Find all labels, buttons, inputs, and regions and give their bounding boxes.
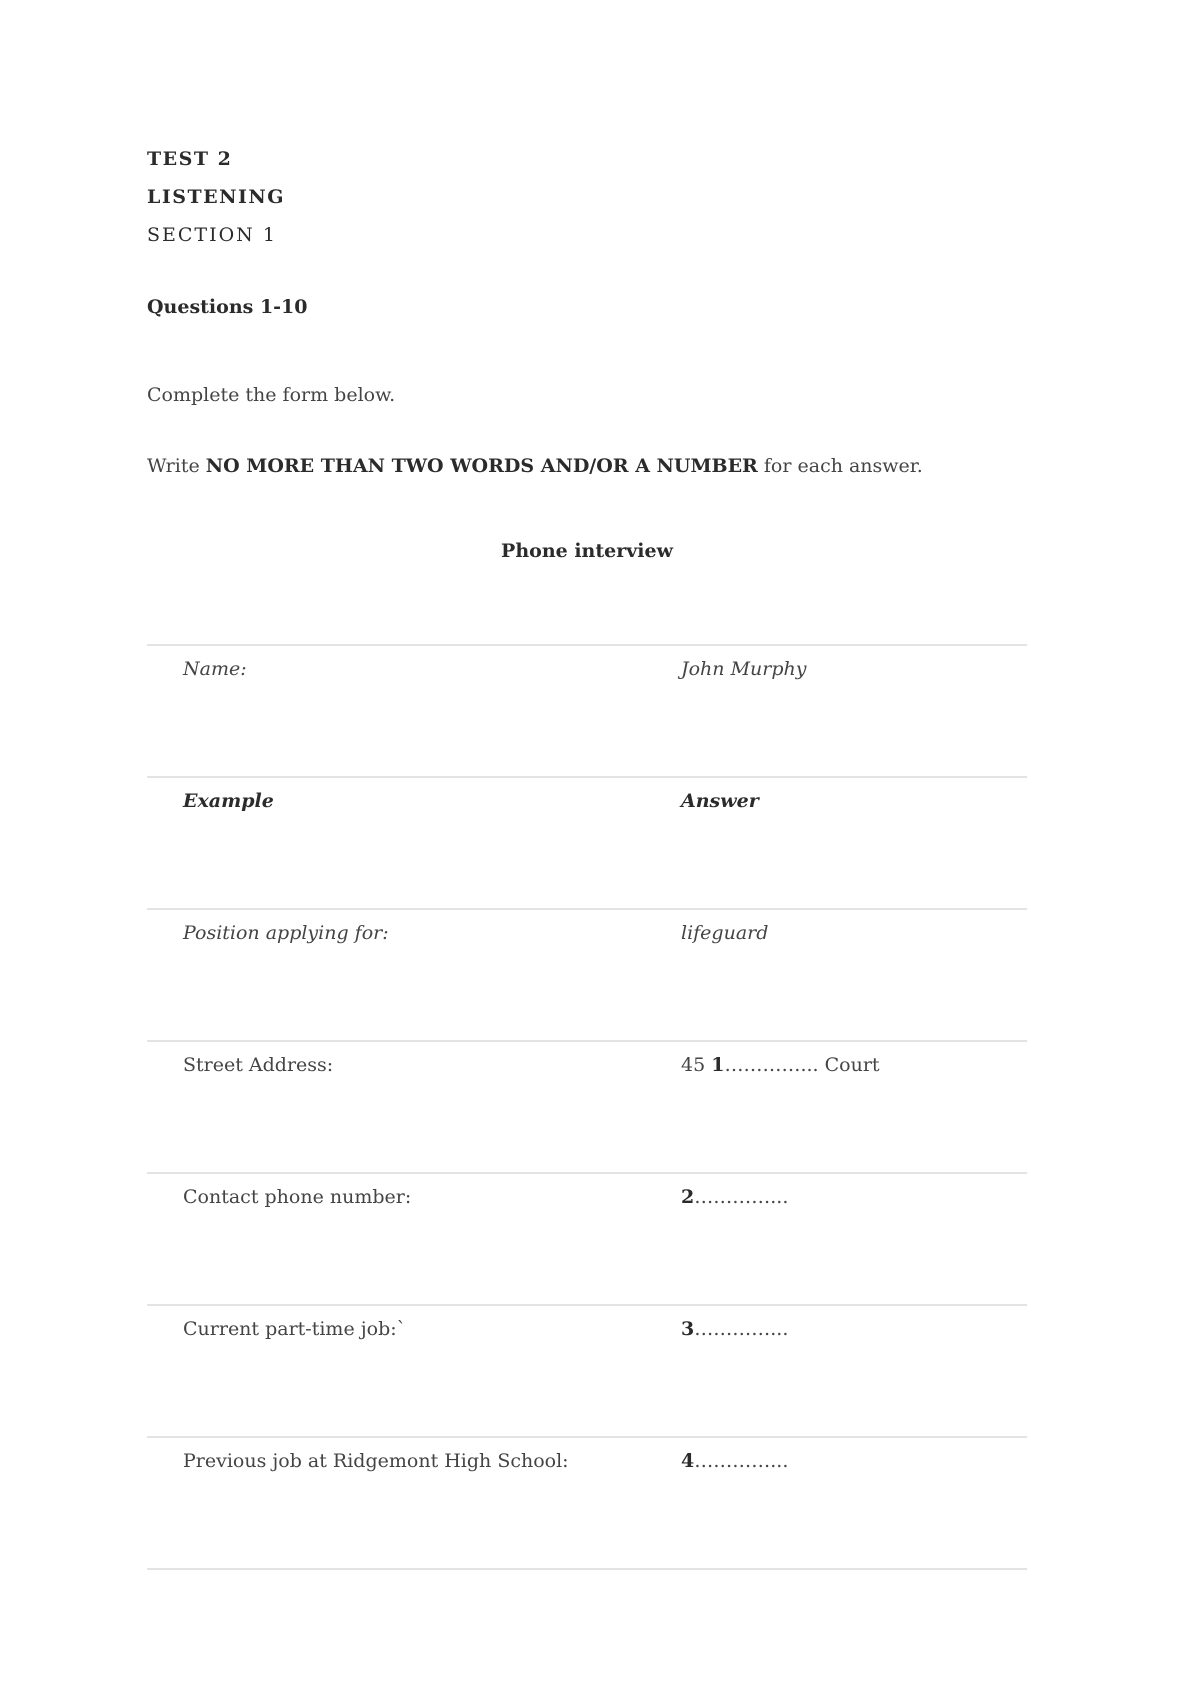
question-number: 2 xyxy=(681,1186,695,1208)
form-row-previous-job xyxy=(147,1436,1027,1570)
form-row-example xyxy=(147,776,1027,908)
form-row-contact-phone xyxy=(147,1172,1027,1304)
row-label: Contact phone number: xyxy=(183,1186,412,1208)
answer-blank-2 xyxy=(681,1186,788,1208)
question-number: 3 xyxy=(681,1318,695,1340)
row-label: Name: xyxy=(183,658,247,680)
value-suffix: …………... xyxy=(694,1318,789,1340)
instruction-prefix: Write xyxy=(147,455,206,477)
instruction-complete: Complete the form below. xyxy=(147,384,396,406)
form-title: Phone interview xyxy=(501,540,673,562)
row-value: lifeguard xyxy=(681,922,769,944)
row-label: Street Address: xyxy=(183,1054,334,1076)
section-title: SECTION 1 xyxy=(147,224,277,246)
row-label: Previous job at Ridgemont High School: xyxy=(183,1450,569,1472)
question-number: 4 xyxy=(681,1450,695,1472)
answer-blank-4 xyxy=(681,1450,788,1472)
value-suffix: …………... xyxy=(694,1450,789,1472)
value-suffix: …………... Court xyxy=(724,1054,880,1076)
test-title: TEST 2 xyxy=(147,148,233,170)
row-label: Current part-time job:` xyxy=(183,1318,407,1340)
instruction-emphasis: NO MORE THAN TWO WORDS AND/OR A NUMBER xyxy=(205,455,758,477)
part-title: LISTENING xyxy=(147,186,285,208)
row-label: Position applying for: xyxy=(183,922,389,944)
form-row-name xyxy=(147,644,1027,776)
form-row-street-address xyxy=(147,1040,1027,1172)
form-row-current-job xyxy=(147,1304,1027,1436)
row-value: John Murphy xyxy=(681,658,807,680)
answer-blank-1 xyxy=(681,1054,880,1076)
answer-blank-3 xyxy=(681,1318,788,1340)
row-label: Example xyxy=(183,790,274,812)
questions-range: Questions 1-10 xyxy=(147,296,308,318)
instruction-word-limit xyxy=(147,455,923,477)
value-suffix: …………... xyxy=(694,1186,789,1208)
question-number: 1 xyxy=(711,1054,725,1076)
instruction-suffix: for each answer. xyxy=(757,455,923,477)
form-table xyxy=(147,644,1027,1570)
form-row-position xyxy=(147,908,1027,1040)
value-prefix: 45 xyxy=(681,1054,712,1076)
row-value: Answer xyxy=(681,790,759,812)
